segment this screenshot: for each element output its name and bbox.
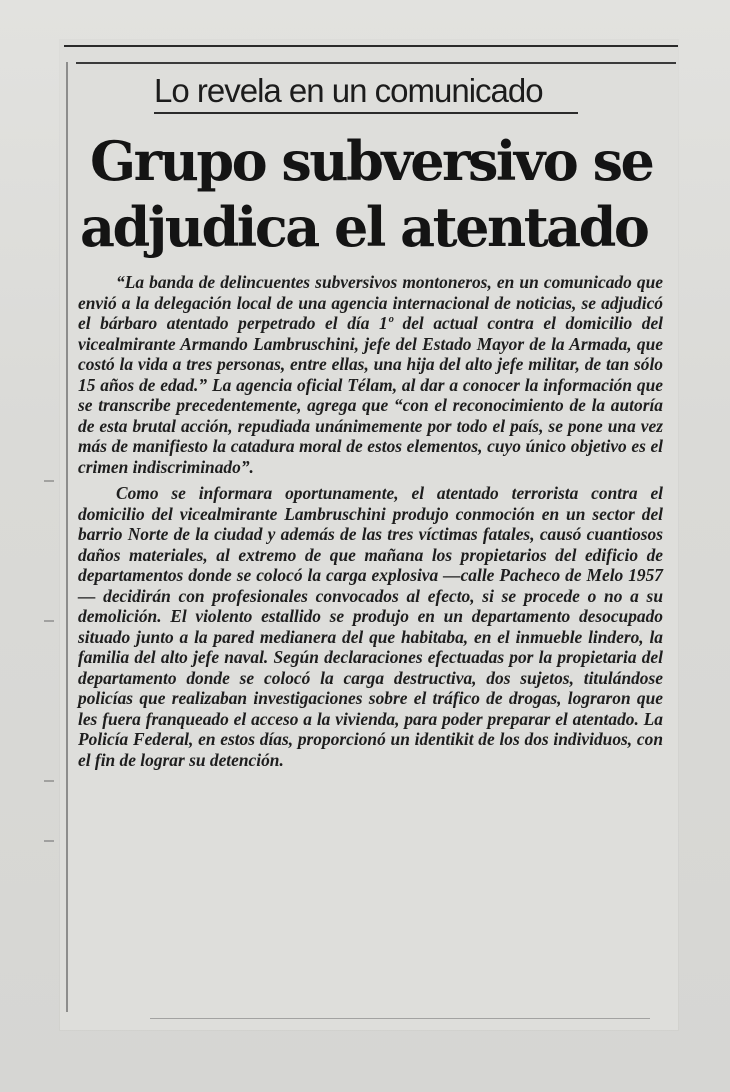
article-paragraph-2: Como se informara oportunamente, el atentado terrorista contra el domicilio del vicealmirante Lambruschini produjo conmoción en un sector del barrio Norte de la ciudad y además de las tres víctimas fatales, causó cuantiosos daños materiales, al extremo de que mañana los propietarios del edificio de departamentos donde se colocó la carga explosiva —calle Pacheco de Melo 1957— decidirán con profesionales convocados al efecto, si se procede o no a su demolición. El violento estallido se produjo en un departamento desocupado situado junto a la pared medianera del que habitaba, en el inmueble lindero, la familia del alto jefe naval. Según declaraciones efectuadas por la propietaria del departamento donde se colocó la carga destructiva, dos sujetos, titulándose policías que realizaban investigaciones sobre el tráfico de drogas, lograron que les fuera franqueado el acceso a la vivienda, para poder preparar el atentado. La Policía Federal, en estos días, proporcionó un identikit de los dos individuos, con el fin de lograr su detención.: [78, 483, 663, 770]
article-headline: [80, 128, 670, 260]
headline-line-1: Grupo subversivo se: [90, 129, 653, 193]
margin-mark: [44, 620, 54, 622]
margin-mark: [44, 480, 54, 482]
bottom-rule: [150, 1018, 650, 1019]
headline-line-2: adjudica el atentado: [80, 195, 648, 259]
margin-mark: [44, 840, 54, 842]
margin-mark: [44, 780, 54, 782]
article-paragraph-1: “La banda de delincuentes subversivos montoneros, en un comunicado que envió a la delegación local de una agencia internacional de noticias, se adjudicó el bárbaro atentado perpetrado el día 1º del actual contra el domicilio del vicealmirante Armando Lambruschini, jefe del Estado Mayor de la Armada, que costó la vida a tres personas, entre ellas, una hija del alto jefe militar, de tan sólo 15 años de edad.” La agencia oficial Télam, al dar a conocer la información que se transcribe precedentemente, agrega que “con el reconocimiento de la autoría de esta brutal acción, repudiada unánimemente por todo el país, se pone una vez más de manifiesto la catadura moral de estos elementos, cuyo único objetivo es el crimen indiscriminado”.: [78, 272, 663, 477]
column-rule-top: [76, 62, 676, 64]
kicker-underline: [154, 112, 578, 114]
top-rule: [64, 45, 678, 47]
article-body: [78, 272, 663, 770]
article-kicker: Lo revela en un comunicado: [154, 72, 543, 109]
column-rule-left: [66, 62, 68, 1012]
